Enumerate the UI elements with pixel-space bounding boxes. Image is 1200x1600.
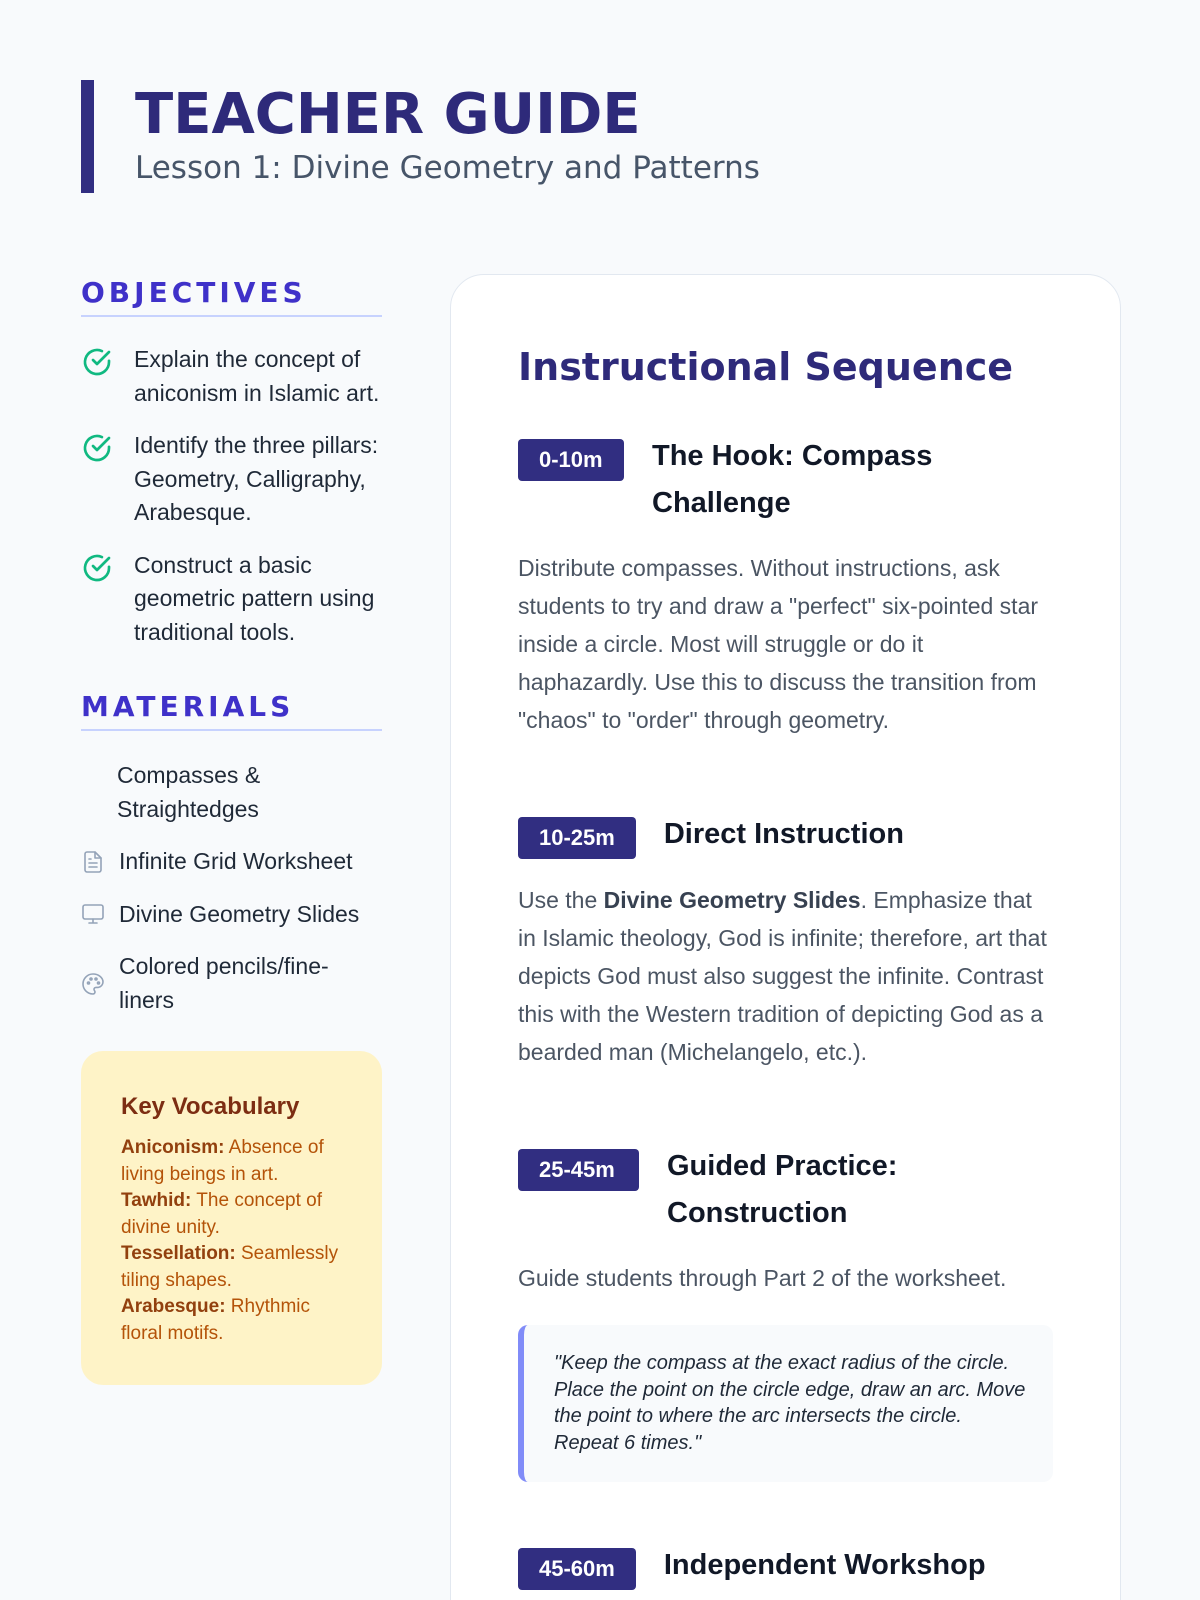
step-description-text: Use the — [518, 887, 604, 913]
step-description-text: . Emphasize that in Islamic theology, God is infinite; therefore, art that depicts God must also suggest the infinite. Contrast this with the Western tradition of depicting God as a bearded man (Michelangelo, etc.). — [518, 887, 1047, 1065]
material-text: Infinite Grid Worksheet — [119, 848, 353, 874]
materials-heading: MATERIALS — [81, 690, 382, 731]
objective-text: Identify the three pillars: Geometry, Calligraphy, Arabesque. — [134, 432, 379, 525]
material-item — [81, 950, 382, 1017]
instruction-quote: "Keep the compass at the exact radius of the circle. Place the point on the circle edge, draw an arc. Move the point to where the arc intersects the circle. Repeat 6 times." — [518, 1325, 1053, 1482]
material-item — [81, 898, 382, 932]
objectives-list — [81, 343, 382, 649]
page-header — [81, 80, 760, 193]
vocabulary-definition: The concept of divine unity. — [121, 1190, 322, 1238]
page-title: TEACHER GUIDE — [135, 82, 641, 147]
monitor-icon — [81, 902, 105, 926]
objectives-heading: OBJECTIVES — [81, 276, 382, 317]
step-title: Independent Workshop — [663, 1549, 986, 1581]
sequence-step — [518, 439, 1053, 739]
material-text: Divine Geometry Slides — [119, 900, 360, 927]
vocabulary-entry — [121, 1188, 342, 1241]
vocabulary-definition: Seamlessly tiling shapes. — [121, 1243, 339, 1291]
sequence-step — [518, 1548, 1053, 1590]
step-title: Guided Practice: Construction — [667, 1150, 898, 1229]
page-subtitle: Lesson 1: Divine Geometry and Patterns — [135, 150, 760, 186]
step-description: Distribute compasses. Without instructions, ask students to try and draw a "perfect" six-pointed star inside a circle. Most will struggle or do it haphazardly. Use this to discuss the transition from "chaos" to "order" through geometry. — [518, 555, 1039, 733]
check-circle-icon — [81, 346, 113, 378]
slides-reference: Divine Geometry Slides — [603, 887, 861, 913]
check-circle-icon — [81, 552, 113, 584]
objective-item — [81, 343, 382, 410]
material-item — [81, 759, 382, 826]
vocabulary-entry — [121, 1294, 342, 1347]
vocabulary-term: Tessellation: — [121, 1243, 236, 1264]
vocabulary-entry — [121, 1241, 342, 1294]
material-text: Colored pencils/fine-liners — [119, 953, 329, 1013]
palette-icon — [81, 972, 105, 996]
objective-text: Construct a basic geometric pattern using traditional tools. — [134, 551, 375, 645]
objective-item — [81, 549, 382, 650]
vocabulary-definition: Rhythmic floral motifs. — [121, 1296, 310, 1344]
time-badge: 10-25m — [518, 817, 636, 859]
step-title: The Hook: Compass Challenge — [652, 440, 933, 519]
vocabulary-definition: Absence of living beings in art. — [121, 1137, 324, 1185]
vocabulary-entry — [121, 1135, 342, 1188]
vocabulary-title: Key Vocabulary — [121, 1093, 300, 1120]
sequence-title: Instructional Sequence — [518, 345, 1014, 389]
step-header — [518, 817, 1053, 859]
objective-item — [81, 429, 382, 530]
instructional-sequence-card — [450, 274, 1121, 1600]
vocabulary-term: Arabesque: — [121, 1296, 226, 1317]
sequence-step — [518, 1149, 1053, 1482]
step-description: Guide students through Part 2 of the worksheet. — [518, 1265, 1007, 1291]
vocabulary-term: Aniconism: — [121, 1137, 225, 1158]
step-description — [518, 881, 1053, 1071]
sidebar — [81, 276, 382, 1385]
step-header — [518, 1149, 1053, 1237]
material-text: Compasses & Straightedges — [117, 762, 261, 822]
material-item — [81, 845, 382, 879]
time-badge: 45-60m — [518, 1548, 636, 1590]
document-icon — [81, 850, 105, 874]
step-header — [518, 1548, 1053, 1590]
time-badge: 0-10m — [518, 439, 624, 481]
sequence-step — [518, 817, 1053, 1071]
time-badge: 25-45m — [518, 1149, 639, 1191]
materials-list — [81, 759, 382, 1017]
step-header — [518, 439, 1053, 527]
step-title: Direct Instruction — [663, 818, 904, 850]
check-circle-icon — [81, 432, 113, 464]
key-vocabulary-card — [81, 1051, 382, 1385]
objective-text: Explain the concept of aniconism in Islamic art. — [134, 346, 380, 406]
vocabulary-term: Tawhid: — [121, 1190, 192, 1211]
